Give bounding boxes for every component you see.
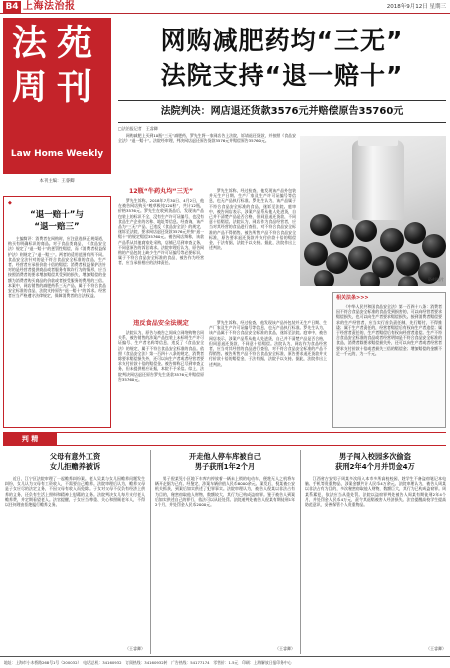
lead-column-2: 罗先生诉称，经过检查，他发现该产品外包装并无生产日期、生产厂家及生产许可证编号等信息，也无产品执行标准。罗先生认为，该产品属于不符合食品安全标准的食品，遂诉至法院。庭审中，被告网店表示，涉案产品系从他人处进货，自己并不清楚产品是否合格，但同意退还货款，不同意十倍赔偿。法院认为，网店作为食品经营者，应当对其经营的食品进行查验，对不符合食品安全标准的产品不得销售。被告所售产品不符合食品安全标准，原告要求退还货款并支付价款十倍的赔偿金，于法有据，法院予以支持。据此，法院作出上述判决。 xyxy=(209,188,296,251)
pill xyxy=(310,214,332,236)
lead-column-3: 法院认为，原告与被告之间成立网络购物合同关系，被告销售的涉案产品包装上未标明生产许可证编号、生产者名称等信息，违反了《食品安全法》的规定，属于不符合食品安全标准的食品。依照《食品安全法》第一百四十八条的规定，消费者除要求赔偿损失外，还可以向生产者或者经营者要求支付价款十倍的赔偿金。被告辩称已尽到审查义务，但未提供相应证据，本院不予采信。综上，法院判决网店退还原告罗先生货款3576元并赔偿原告35760元。 xyxy=(118,330,204,382)
lead-subsection-heading: 违反食品安全法规定 xyxy=(133,320,189,327)
lead-column-4: 罗先生诉称，经过检查，他发现该产品外包装并无生产日期、生产厂家及生产许可证编号等信息，也无产品执行标准。罗先生认为，该产品属于不符合食品安全标准的食品，遂诉至法院。庭审中，被告网店表示，涉案产品系从他人处进货，自己并不清楚产品是否合格，但同意退还货款，不同意十倍赔偿。法院认为，网店作为食品经营者，应当对其经营的食品进行查验，对不符合食品安全标准的产品不得销售。被告所售产品不符合食品安全标准，原告要求退还货款并支付价款十倍的赔偿金，于法有据，法院予以支持。据此，法院作出上述判决。 xyxy=(209,320,327,367)
commentary-title-line1: “退一赔十”与 xyxy=(30,210,84,220)
case2-title-line1: 开走他人停车库被自己 xyxy=(189,452,261,461)
lead-reporter: □法治报记者 王睿卿 xyxy=(118,126,158,131)
pill xyxy=(304,242,328,266)
lead-headline-2: 法院支持“退一赔十” xyxy=(160,61,404,90)
diet-pills-photo xyxy=(300,136,446,286)
case2-byline: （王睿卿） xyxy=(275,646,295,651)
masthead-editor: 本刊主编：王睿卿 xyxy=(39,179,75,184)
pill xyxy=(396,252,420,276)
lead-headline-1: 网购减肥药均“三无” xyxy=(160,26,404,55)
case3-title-line1: 男子闯入校园多次偷盗 xyxy=(339,452,411,461)
pill xyxy=(330,224,354,248)
commentary-title-line2: “退一赔三” xyxy=(34,222,80,232)
section-bar xyxy=(3,432,446,446)
masthead-english: Law Home Weekly xyxy=(10,149,104,159)
case1-byline: （王睿卿） xyxy=(125,646,145,651)
page-footer: 地址：上海市小木桥路268号1号（200032） 电话总机：34160932 订阅热线：34160932转 广告热线：54177174 零售价：1.5元 印刷：上海解放日报印务中心 xyxy=(0,656,450,668)
commentary-body: 主编简评：消费者在网购时，应注意选择正规渠道，购买有明确标识的商品。对于食品类商品，《食品安全法》规定了“退一赔十”的惩罚性赔偿，而《消费者权益保护法》则规定了“退一赔三”。两者的适用范围有所不同。食品安全法针对的是不符合食品安全标准的食品，生产者、经营者应承担价款十倍的赔偿；消费者权益保护法针对的是经营者提供商品或者服务有欺诈行为的情形，应当按照消费者的要求增加赔偿其受到的损失，增加赔偿的金额为消费者购买商品的价款或者接受服务的费用的三倍。本案中，网店销售的减肥药系三无产品，属于不符合食品安全标准的食品，法院支持原告“退一赔十”的诉求。经营者应当严格遵守法律规定，保障消费者的合法权益。 xyxy=(8,236,106,299)
related-law-body: 《中华人民共和国食品安全法》第一百四十八条：消费者因不符合食品安全标准的食品受到损害的，可以向经营者要求赔偿损失，也可以向生产者要求赔偿损失。接到消费者赔偿要求的生产经营者，应当实行首负责任制，先行赔付，不得推诿；属于生产者责任的，经营者赔偿后有权向生产者追偿；属于经营者责任的，生产者赔偿后有权向经营者追偿。生产不符合食品安全标准的食品或者经营明知是不符合食品安全标准的食品，消费者除要求赔偿损失外，还可以向生产者或者经营者要求支付价款十倍或者损失三倍的赔偿金；增加赔偿的金额不足一千元的，为一千元。 xyxy=(336,304,442,356)
lead-subheadline: 法院判决：网店退还货款3576元并赔偿原告35760元 xyxy=(160,106,404,117)
case3-body: 江西省吉安男子周某多次闯入本市多所高校校园，趁学生不备盗窃笔记本电脑、手机等贵重物品，涉案金额共计人民币4万余元。法院审理认为，被告人周某以非法占有为目的，多次秘密窃取他人财物，数额巨大，其行为已构成盗窃罪。周某系累犯，依法应当从重处罚。法院以盗窃罪判处被告人周某有期徒刑2年4个月，并处罚金人民币4万元，责令其退赔被害人经济损失。法官提醒高校学生提高防范意识，妥善保管个人贵重物品。 xyxy=(305,476,446,508)
case3-byline: （王睿卿） xyxy=(426,646,446,651)
headline-rule xyxy=(118,100,446,101)
case2-title-line2: 男子获刑1年2个月 xyxy=(194,462,256,471)
lead-column-1: 罗先生诉称，2018年7月30日、4月2日，他在被告网店购买“蝗草极纯120粒”，共计12瓶，价格3576元。罗先生在收到货品后，发现该产品包装上的标识不全，没有生产许可证编号，也没有食品生产企业的名称、地址等信息。经查询，该产品为“三无”产品，已违反《食品安全法》的规定，遂诉至法院，要求网店退还货款3576元并按“退一赔十”的规定赔偿35760元。被告网店辩称，该款产品系从其他商家处采购，店铺已尽到审查义务，不同意原告的诉讼请求。法院审理后认为，原告网购的产品包装上缺少生产许可证编号等必要标识，属于不符合食品安全标准的食品，被告作为经营者，应当承担相应的法律责任。 xyxy=(118,198,204,266)
related-law-title: 相关法条>>> xyxy=(336,295,369,301)
subhead-rule xyxy=(118,122,446,123)
pill xyxy=(355,220,377,242)
photo-caption: 资料图片 xyxy=(428,277,444,282)
lead-column-heading: 12瓶“牛药丸均“三无” xyxy=(128,188,194,195)
paper-name: 上海法治报 xyxy=(23,1,76,12)
masthead xyxy=(3,18,111,174)
page-code: B4 xyxy=(3,1,21,13)
column-divider xyxy=(300,450,301,654)
section-tag: 判 精 xyxy=(3,433,57,445)
case3-title-line2: 获刑2年4个月并罚金4万 xyxy=(335,462,415,471)
case2-body: 男子倪某见小区地下车库内停放着一辆未上锁的电动车，便趁无人之机将车辆开走据为己有。经鉴定，涉案车辆价值人民币8000余元。案发后，倪某被公安机关抓获，到案后如实供述了犯罪事实。法院审理认为，被告人倪某以非法占有为目的，秘密窃取他人财物，数额较大，其行为已构成盗窃罪。鉴于被告人到案后如实供述自己的罪行，依法可以从轻处罚。法院遂判处被告人倪某有期徒刑1年2个月，并处罚金人民币2000元。 xyxy=(155,476,295,508)
pill xyxy=(380,228,404,252)
pill-bottle-cap xyxy=(358,136,398,146)
diamond-icon: ◆ xyxy=(8,200,12,206)
case1-title-line2: 女儿拒赡养被诉 xyxy=(49,462,101,471)
pill xyxy=(348,246,372,270)
pill-bottle xyxy=(352,140,404,220)
masthead-title-line1: 法苑 xyxy=(11,23,102,64)
case1-body: 近日，江宁区法院审理了一起赡养纠纷案。老人吴某与女儿因赡养问题发生纠纷，女儿认为父母有工资收入，不需要自己赡养。法院审理后认为，赡养父母是子女应尽的法定义务，不因父母有收入而免除。子女对父母不仅负有经济上供养的义务，还负有生活上照料和精神上慰藉的义务。法院判决女儿每月支付老人赡养费，并定期看望老人。法官提醒，子女应当尊重、关心和照顾老年人，不得以任何理由拒绝履行赡养义务。 xyxy=(5,476,145,508)
masthead-title-line2: 周刊 xyxy=(11,67,102,108)
pill xyxy=(422,234,446,258)
issue-date: 2018年9月12日 星期三 xyxy=(386,4,446,10)
pill xyxy=(398,276,418,286)
pill xyxy=(360,272,380,286)
pill xyxy=(314,270,334,286)
lead-intro: 网购减肥上买到10瓶“三无”减肥药，罗先生将一家网店告上法院，诉请退还货款，并按照《食品安全法》“退一赔十”。法院经审理，判决网店退还原告货款3576元并赔偿原告35760元。 xyxy=(118,133,296,144)
column-divider xyxy=(150,450,151,654)
case1-title-line1: 父母有意外工资 xyxy=(49,452,101,461)
